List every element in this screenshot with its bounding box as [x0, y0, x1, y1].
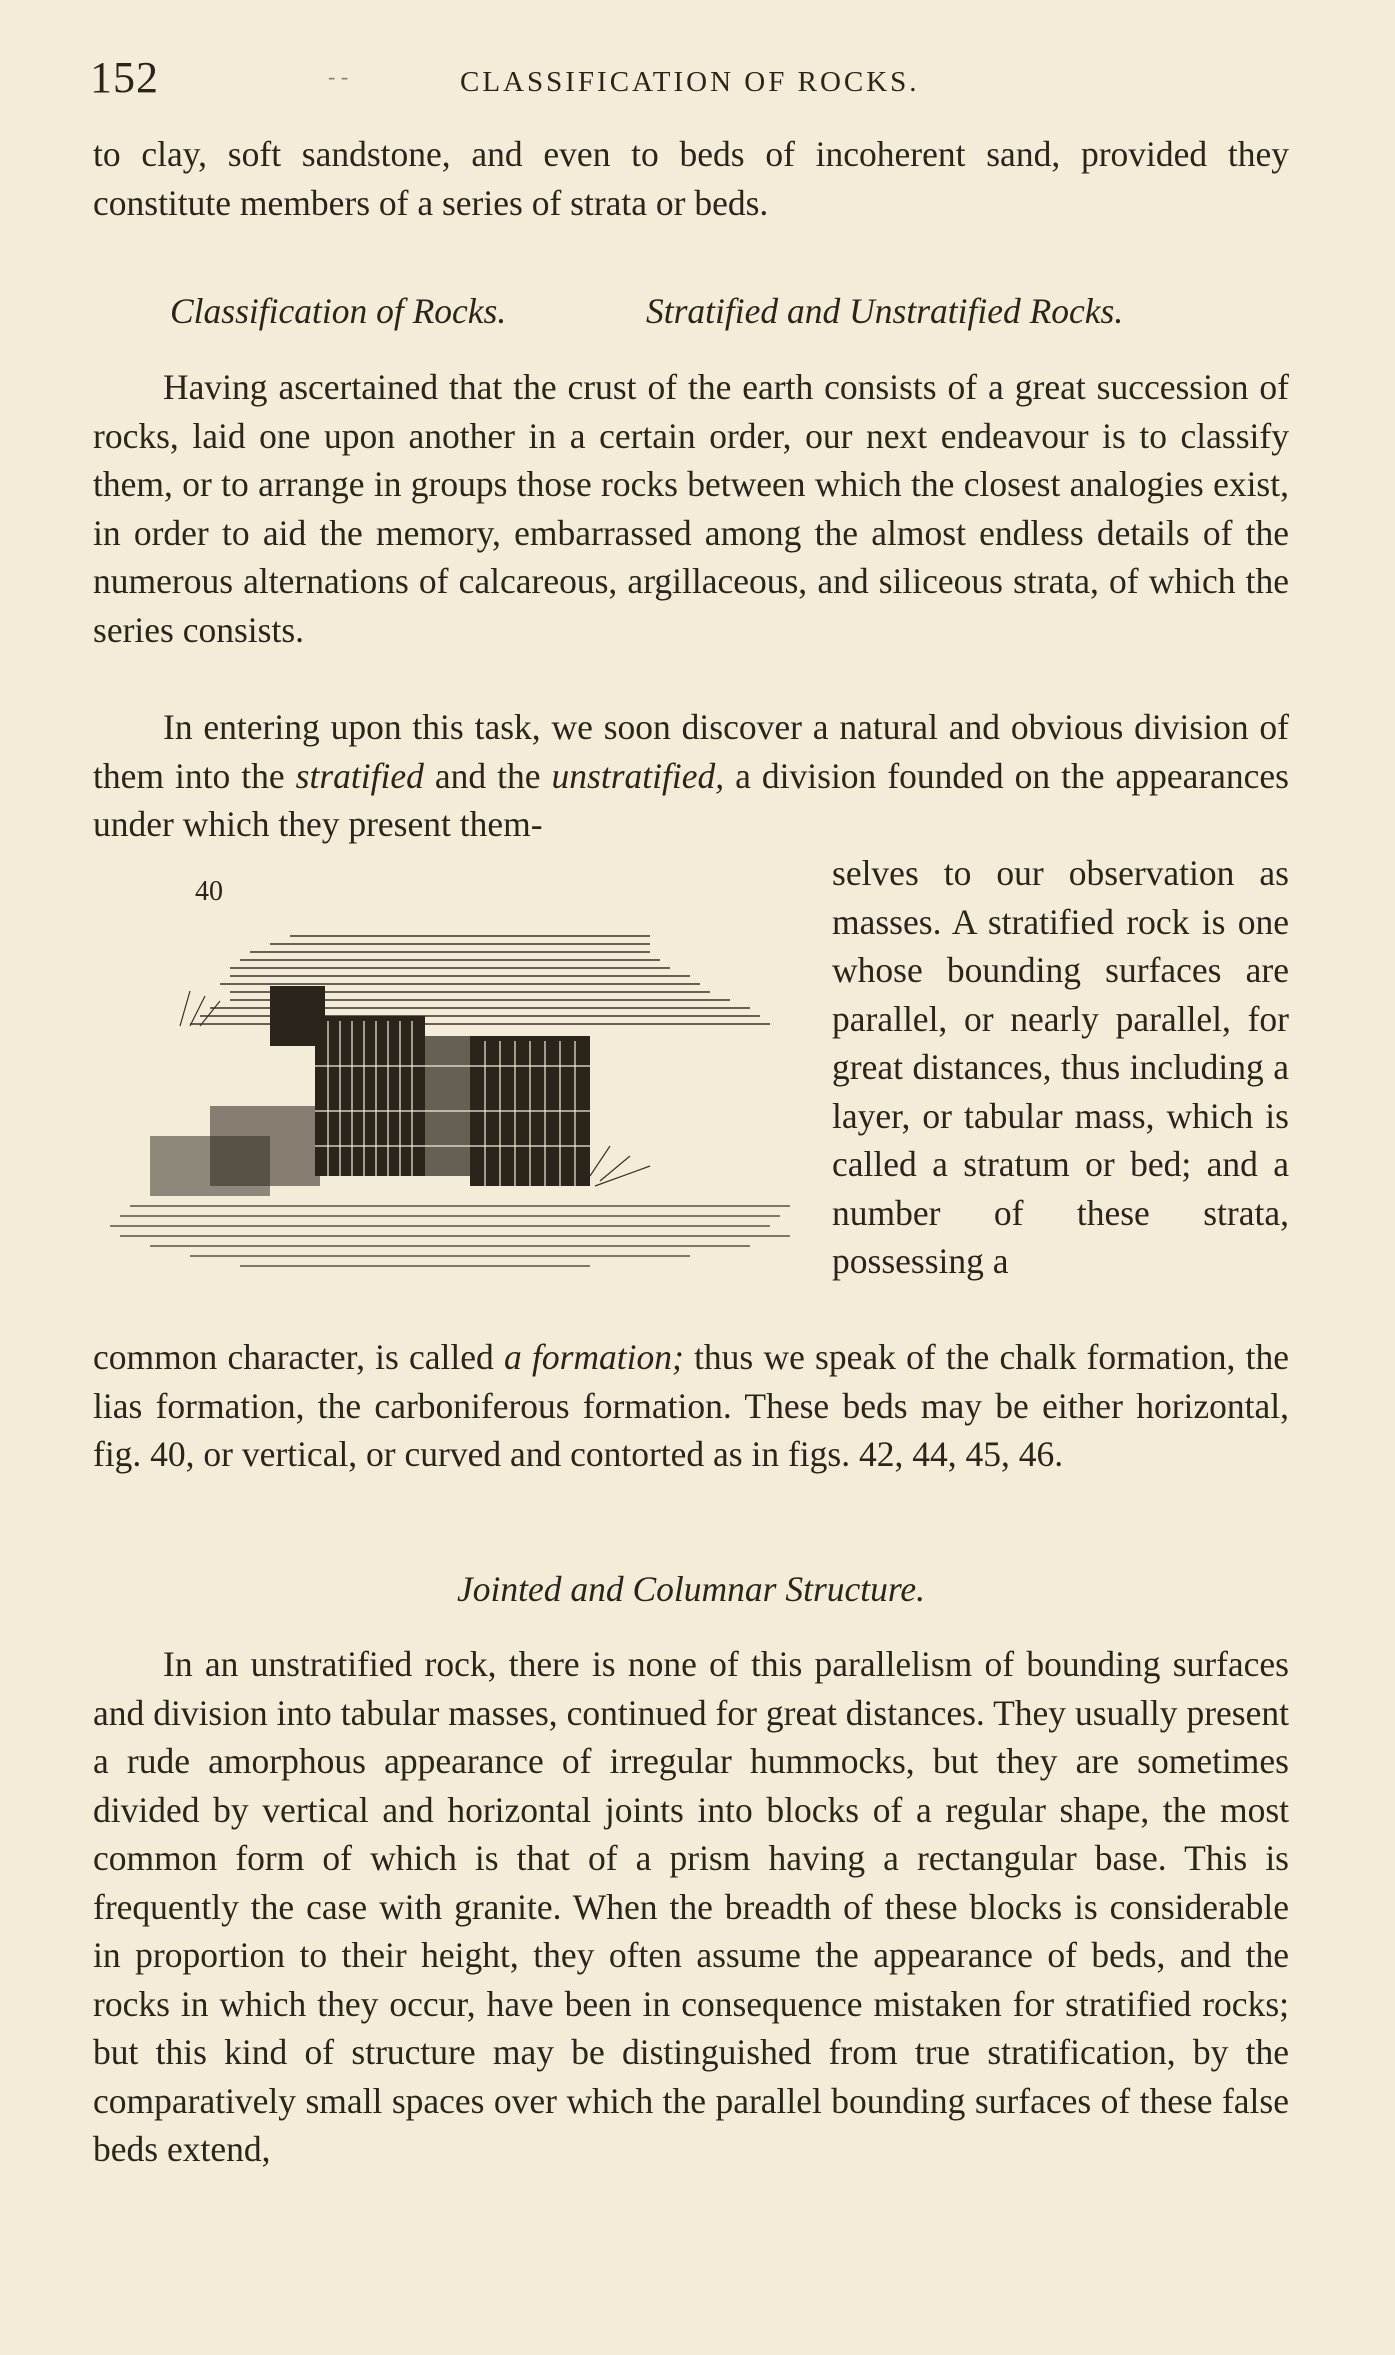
intro-text: to clay, soft sandstone, and even to beds of incoherent sand, provided they constitute members of a series of strata or beds. — [93, 134, 1289, 223]
para-division-text — [93, 703, 1289, 849]
para-classify-text: Having ascertained that the crust of the earth consists of a great succession of rocks, laid one upon another in a certain order, our next endeavour is to classify them, or to arrange in groups those rocks between which the closest analogies exist, in order to aid the memory, embarrassed among the almost endless details of the numerous alternations of calcareous, argillaceous, and siliceous strata, of which the series consists. — [93, 367, 1289, 650]
wrapped-column-text — [832, 849, 1289, 1286]
para-division-part-b: and the — [434, 755, 541, 796]
para-unstratified-text: In an unstratified rock, there is none of this parallelism of bounding surfaces and division into tabular masses, continued for great distances. They usually present a rude amorphous appearance of irregular hummocks, but they are sometimes divided by vertical and horizontal joints into blocks of a regular shape, the most common form of which is that of a prism having a rectangular base. This is frequently the case with granite. When the breadth of these blocks is considerable in proportion to their height, they often assume the appearance of beds, and the rocks in which they occur, have been in consequence mistaken for stratified rocks; but this kind of structure may be distinguished from true stratification, by the comparatively small spaces over which the parallel bounding surfaces of these false beds extend, — [93, 1644, 1289, 2169]
header-ornament: - - — [328, 64, 349, 89]
paragraph-formation — [93, 1333, 1289, 1479]
paragraph-division — [93, 703, 1289, 849]
figure-40 — [90, 876, 810, 1296]
section-heading-jointed: Jointed and Columnar Structure. — [456, 1569, 926, 1609]
figure-number: 40 — [195, 876, 223, 907]
section-heading-classification: Classification of Rocks. — [170, 291, 507, 331]
para-formation-part-b: thus we speak of the chalk formation, the lias formation, the carboniferous formation. These beds may be either horizontal, fig. 40, or vertical, or curved and contorted as in figs. 42, 44, 45, 46. — [93, 1337, 1290, 1474]
term-formation: a formation; — [504, 1337, 684, 1377]
para-division-part-c: a division founded on the appearances under which they present them- — [93, 755, 1289, 844]
paragraph-unstratified — [93, 1640, 1289, 2174]
para-division-part-a: In entering upon this task, we soon discover a natural and obvious division of them into the — [93, 707, 1289, 796]
section-heading-stratified: Stratified and Unstratified Rocks. — [646, 291, 1124, 331]
wrap-text: selves to our observation as masses. A stratified rock is one whose bounding surfaces are parallel, or nearly parallel, for great distances, thus including a layer, or tabular mass, which is called a stratum or bed; and a number of these strata, possessing a — [832, 853, 1289, 1281]
paragraph-classify — [93, 363, 1289, 654]
running-title: CLASSIFICATION OF ROCKS. — [460, 66, 920, 98]
stratified-rock-illustration — [90, 896, 810, 1296]
section-heading-jointed-wrap — [93, 1565, 1289, 1614]
page-header — [90, 52, 1290, 112]
term-unstratified: unstratified, — [551, 755, 725, 796]
para-formation-part-a: common character, is called — [93, 1337, 494, 1377]
intro-paragraph — [93, 130, 1289, 227]
page-number: 152 — [90, 53, 159, 102]
term-stratified: stratified — [295, 755, 424, 796]
para-formation-text — [93, 1333, 1289, 1479]
